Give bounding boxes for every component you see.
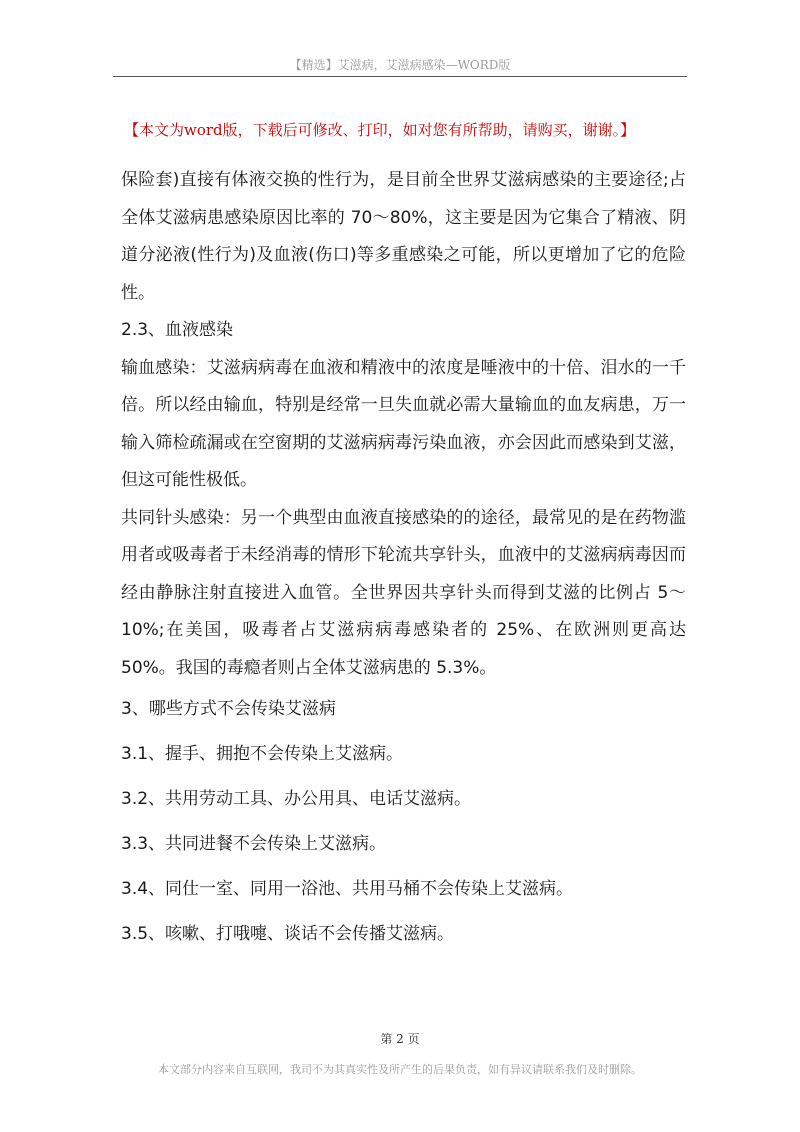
intro-paragraph: 保险套)直接有体液交换的性行为，是目前全世界艾滋病感染的主要途径;占全体艾滋病患感染原因比率的 70～80%，这主要是因为它集合了精液、阴道分泌液(性行为)及血液(伤口)等多重感染之可能，所以更增加了它的危险性。 bbox=[121, 170, 686, 303]
list-item: 3.1、握手、拥抱不会传染上艾滋病。 bbox=[121, 744, 404, 764]
blood-transfusion-paragraph: 输血感染：艾滋病病毒在血液和精液中的浓度是唾液中的十倍、泪水的一千倍。所以经由输血，特别是经常一旦失血就必需大量输血的血友病患，万一输入筛检疏漏或在空窗期的艾滋病病毒污染血液，亦会因此而感染到艾滋，但这可能性极低。 bbox=[121, 357, 686, 490]
page-number: 第 2 页 bbox=[380, 1032, 420, 1046]
needle-sharing-paragraph: 共同针头感染：另一个典型由血液直接感染的的途径，最常见的是在药物滥用者或吸毒者于未经消毒的情形下轮流共享针头，血液中的艾滋病病毒因而经由静脉注射直接进入血管。全世界因共享针头而得到艾滋的比例占 5～10%;在美国，吸毒者占艾滋病病毒感染者的 25%、在欧洲则更高达 50%。我国的毒瘾者则占全体艾滋病患的 5.3%。 bbox=[121, 507, 686, 678]
list-item: 3.2、共用劳动工具、办公用具、电话艾滋病。 bbox=[121, 789, 472, 809]
list-item: 3.3、共同进餐不会传染上艾滋病。 bbox=[121, 834, 387, 854]
disclaimer-footer: 本文部分内容来自互联网，我司不为其真实性及所产生的后果负责，如有异议请联系我们及时删除。 bbox=[158, 1063, 642, 1076]
section-heading-3: 3、哪些方式不会传染艾滋病 bbox=[121, 699, 336, 719]
download-notice: 【本文为word版，下载后可修改、打印，如对您有所帮助，请购买，谢谢。】 bbox=[124, 121, 636, 139]
header-divider bbox=[113, 76, 687, 77]
document-body bbox=[121, 162, 686, 957]
list-item: 3.5、咳嗽、打哦嚏、谈话不会传播艾滋病。 bbox=[121, 924, 455, 944]
section-heading-2-3: 2.3、血液感染 bbox=[121, 320, 234, 340]
page-header: 【精选】艾滋病，艾滋病感染—WORD版 bbox=[289, 58, 511, 72]
list-item: 3.4、同仕一室、同用一浴池、共用马桶不会传染上艾滋病。 bbox=[121, 879, 574, 899]
